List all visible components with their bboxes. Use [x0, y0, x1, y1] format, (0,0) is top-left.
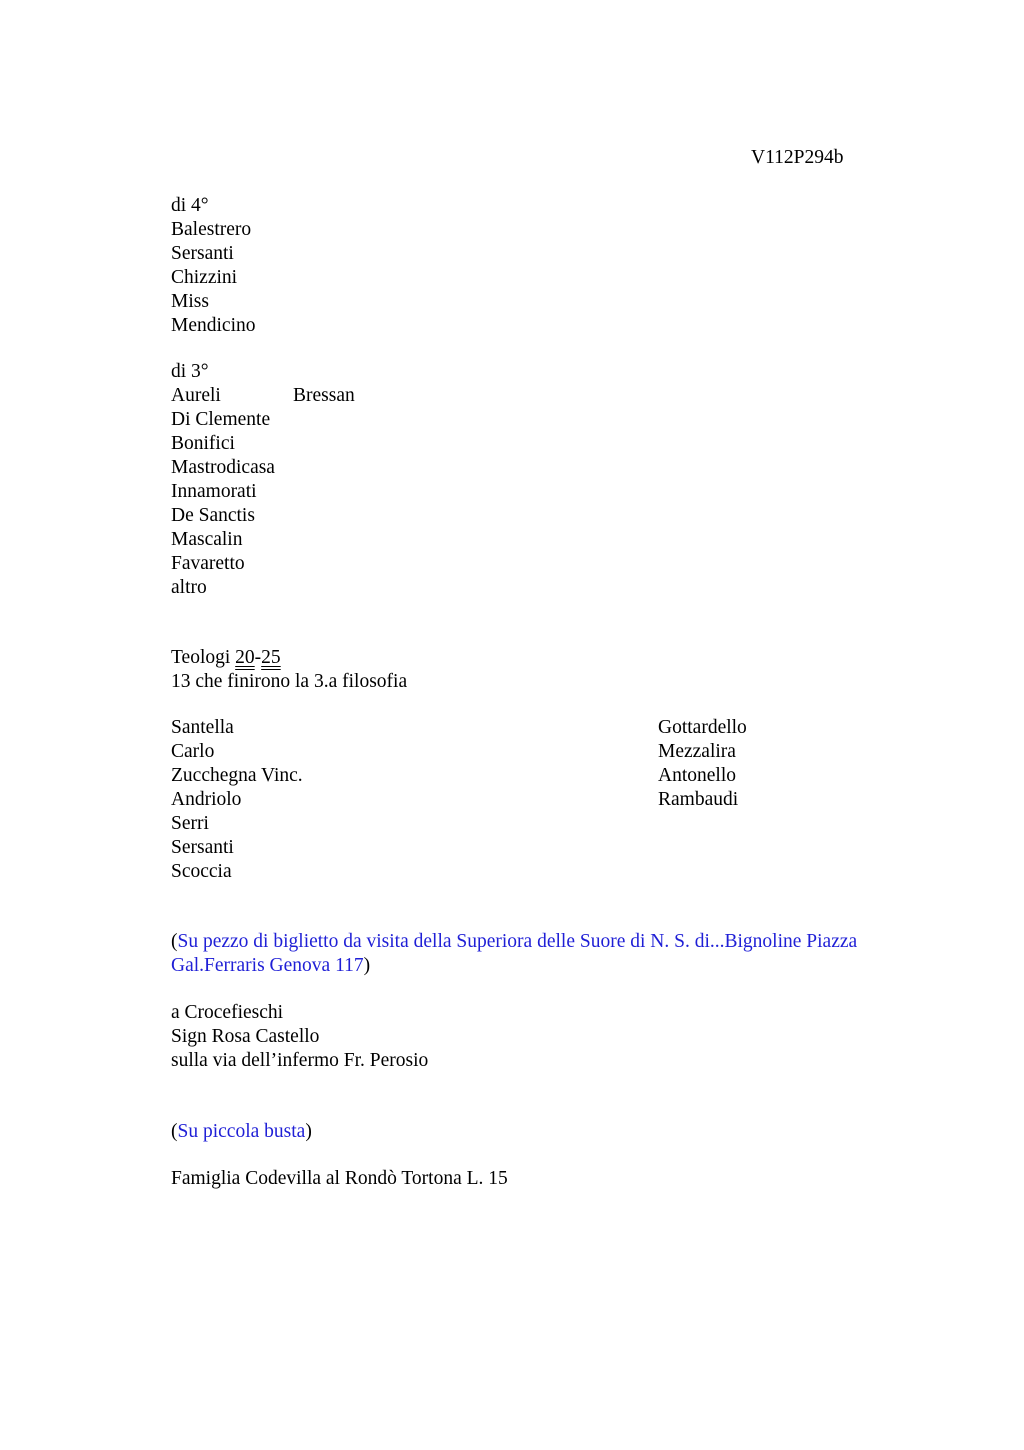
visiting-card-annotation: Su pezzo di biglietto da visita della Superiora delle Suore di N. S. di...Bignoline Piazza Gal.Ferraris Genova 117: [171, 931, 858, 976]
list-item: Balestrero: [171, 219, 252, 240]
list-item: Antonello: [658, 765, 736, 786]
theologians-subtitle: 13 che finirono la 3.a filosofia: [171, 671, 408, 692]
theologians-right-list: [658, 716, 747, 812]
range-start: 20: [235, 647, 255, 668]
list-item: Innamorati: [171, 481, 257, 502]
list-item: De Sanctis: [171, 505, 255, 526]
list-item: Sersanti: [171, 837, 234, 858]
list-item: Mastrodicasa: [171, 457, 275, 478]
list-item: Zucchegna Vinc.: [171, 765, 303, 786]
text-line: a Crocefieschi: [171, 1002, 284, 1023]
fourth-year-heading: di 4°: [171, 195, 209, 216]
third-year-section: [171, 360, 571, 600]
third-year-heading: di 3°: [171, 361, 209, 382]
range-end: 25: [261, 647, 281, 668]
visiting-card-note: (Su pezzo di biglietto da visita della Superiora delle Suore di N. S. di...Bignoline Piazza Gal.Ferraris Genova 117): [171, 931, 858, 976]
fourth-year-section: [171, 194, 255, 338]
list-item: Miss: [171, 291, 209, 312]
theologians-label: Teologi: [171, 647, 231, 668]
list-item: Chizzini: [171, 267, 238, 288]
list-item: Mezzalira: [658, 741, 736, 762]
list-item: Mascalin: [171, 529, 243, 550]
envelope-text: [171, 1167, 508, 1191]
list-item: Carlo: [171, 741, 215, 762]
list-item: Mendicino: [171, 315, 256, 336]
text-line: sulla via dell’infermo Fr. Perosio: [171, 1050, 429, 1071]
envelope-annotation: Su piccola busta: [177, 1121, 306, 1142]
list-item: [171, 384, 571, 408]
envelope-note: (Su piccola busta): [171, 1121, 312, 1142]
theologians-heading: [171, 646, 407, 670]
range-separator: -: [254, 647, 262, 668]
list-item: Favaretto: [171, 553, 245, 574]
document-reference: V112P294b: [751, 147, 844, 168]
list-item: Gottardello: [658, 717, 747, 738]
list-item: Serri: [171, 813, 209, 834]
text-line: Sign Rosa Castello: [171, 1026, 320, 1047]
visiting-card-text: [171, 1001, 428, 1073]
text-line: Famiglia Codevilla al Rondò Tortona L. 15: [171, 1168, 508, 1189]
list-item: Santella: [171, 717, 234, 738]
list-item-name: Aureli: [171, 385, 221, 406]
list-item: Scoccia: [171, 861, 232, 882]
list-item: Rambaudi: [658, 789, 739, 810]
list-item: Sersanti: [171, 243, 234, 264]
list-item: Andriolo: [171, 789, 242, 810]
list-item-side-name: Bressan: [293, 385, 355, 406]
list-item: Di Clemente: [171, 409, 271, 430]
theologians-section: [171, 646, 407, 694]
list-item: Bonifici: [171, 433, 235, 454]
theologians-left-list: [171, 716, 303, 884]
list-item: altro: [171, 577, 207, 598]
